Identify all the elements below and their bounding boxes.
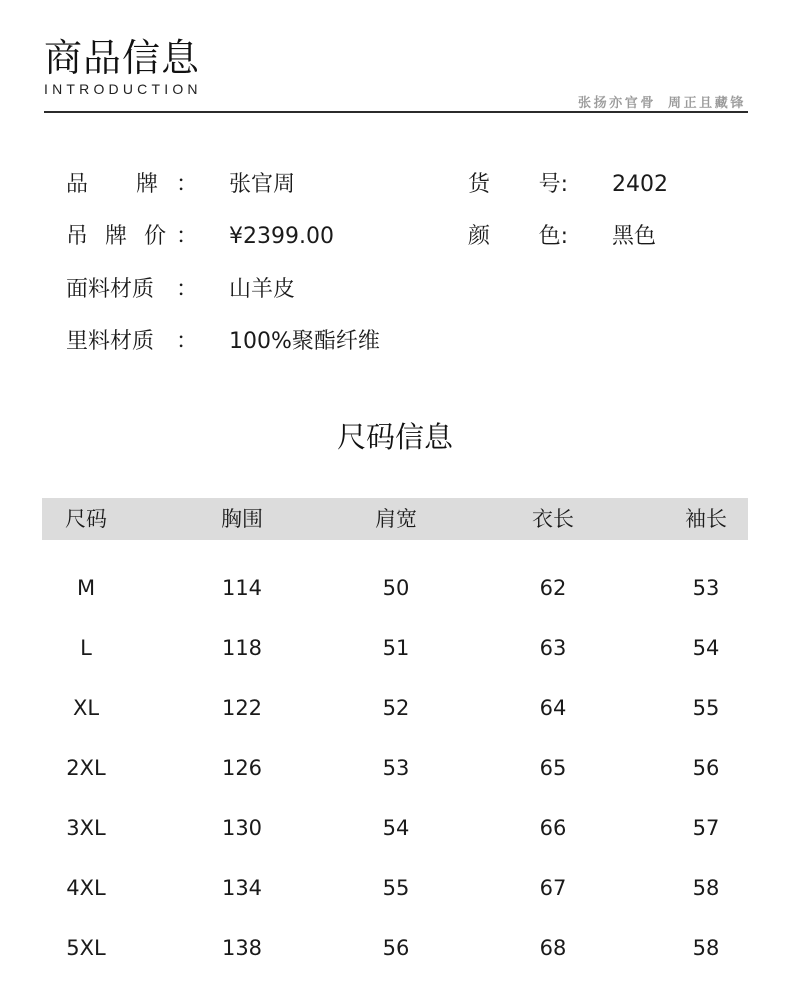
size-cell: M bbox=[76, 576, 96, 600]
length-cell: 62 bbox=[539, 576, 567, 600]
sleeve-cell: 56 bbox=[692, 756, 720, 780]
size-cell: 3XL bbox=[66, 816, 106, 840]
size-cell: 5XL bbox=[66, 936, 106, 960]
item-label-char-1: 货 bbox=[468, 172, 491, 197]
brand-label-char-1: 品 bbox=[66, 172, 89, 197]
tag-price-label bbox=[66, 222, 166, 252]
header-length: 衣长 bbox=[532, 507, 574, 531]
price-colon: ： bbox=[176, 224, 199, 249]
page-title: 商品信息 bbox=[44, 36, 201, 80]
color-label bbox=[468, 222, 568, 252]
sleeve-cell: 54 bbox=[692, 636, 720, 660]
price-label-char-1: 吊 bbox=[66, 224, 89, 249]
chest-cell: 122 bbox=[221, 696, 263, 720]
sleeve-cell: 55 bbox=[692, 696, 720, 720]
header-divider bbox=[44, 111, 748, 113]
chest-cell: 130 bbox=[221, 816, 263, 840]
price-label-char-2: 牌 bbox=[104, 224, 127, 249]
sleeve-cell: 57 bbox=[692, 816, 720, 840]
header-sleeve: 袖长 bbox=[685, 507, 727, 531]
size-cell: 2XL bbox=[66, 756, 106, 780]
chest-cell: 118 bbox=[221, 636, 263, 660]
shoulder-cell: 56 bbox=[382, 936, 410, 960]
sleeve-cell: 53 bbox=[692, 576, 720, 600]
sleeve-cell: 58 bbox=[692, 936, 720, 960]
shoulder-cell: 52 bbox=[382, 696, 410, 720]
color-value: 黑色 bbox=[612, 224, 657, 249]
length-cell: 64 bbox=[539, 696, 567, 720]
shoulder-cell: 54 bbox=[382, 816, 410, 840]
shoulder-cell: 50 bbox=[382, 576, 410, 600]
shell-material-value: 山羊皮 bbox=[229, 277, 296, 302]
brand-slogan bbox=[578, 92, 746, 111]
brand-label bbox=[66, 170, 166, 200]
page-subtitle: INTRODUCTION bbox=[44, 81, 202, 97]
shoulder-cell: 51 bbox=[382, 636, 410, 660]
lining-material-label: 里料材质 bbox=[66, 329, 155, 354]
lining-colon: ： bbox=[176, 329, 199, 354]
shell-colon: ： bbox=[176, 277, 199, 302]
size-cell: L bbox=[80, 636, 92, 660]
shoulder-cell: 55 bbox=[382, 876, 410, 900]
shell-material-label: 面料材质 bbox=[66, 277, 155, 302]
chest-cell: 134 bbox=[221, 876, 263, 900]
length-cell: 66 bbox=[539, 816, 567, 840]
tag-price-value: ¥2399.00 bbox=[229, 224, 334, 249]
brand-value: 张官周 bbox=[229, 172, 296, 197]
item-number-label bbox=[468, 170, 568, 200]
item-label-char-2: 号: bbox=[538, 172, 568, 197]
sleeve-cell: 58 bbox=[692, 876, 720, 900]
chest-cell: 114 bbox=[221, 576, 263, 600]
color-label-char-2: 色: bbox=[538, 224, 568, 249]
length-cell: 67 bbox=[539, 876, 567, 900]
chest-cell: 138 bbox=[221, 936, 263, 960]
slogan-part-2: 周正且藏锋 bbox=[667, 96, 746, 111]
header-shoulder: 肩宽 bbox=[375, 507, 417, 531]
shoulder-cell: 53 bbox=[382, 756, 410, 780]
slogan-part-1: 张扬亦官骨 bbox=[577, 96, 656, 111]
price-label-char-3: 价 bbox=[143, 224, 166, 249]
length-cell: 63 bbox=[539, 636, 567, 660]
color-label-char-1: 颜 bbox=[468, 224, 491, 249]
brand-colon: ： bbox=[176, 172, 199, 197]
item-number-value: 2402 bbox=[612, 172, 668, 197]
length-cell: 68 bbox=[539, 936, 567, 960]
brand-label-char-2: 牌 bbox=[135, 172, 158, 197]
chest-cell: 126 bbox=[221, 756, 263, 780]
size-cell: 4XL bbox=[66, 876, 106, 900]
length-cell: 65 bbox=[539, 756, 567, 780]
lining-material-value: 100%聚酯纤维 bbox=[229, 329, 380, 354]
size-chart-title: 尺码信息 bbox=[336, 420, 453, 454]
header-size: 尺码 bbox=[65, 507, 107, 531]
size-cell: XL bbox=[72, 696, 100, 720]
header-chest: 胸围 bbox=[221, 507, 263, 531]
